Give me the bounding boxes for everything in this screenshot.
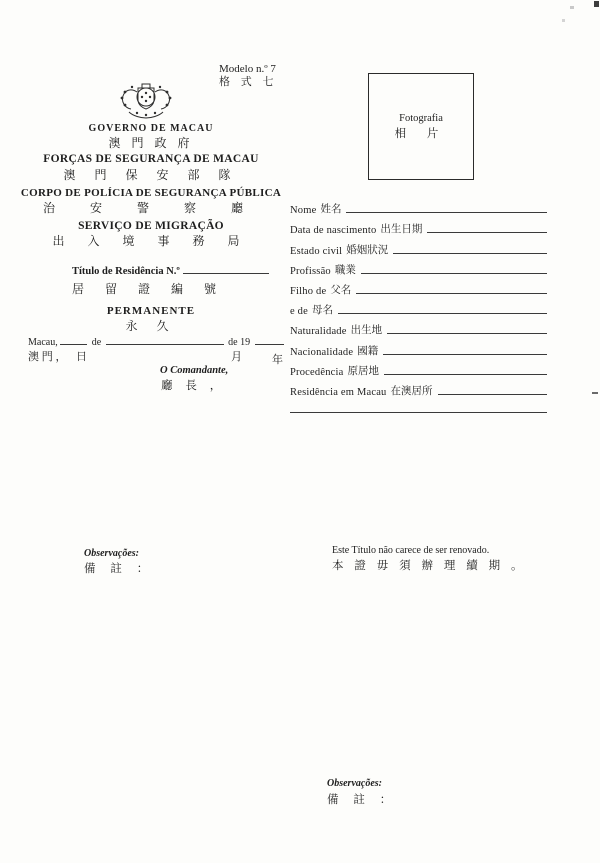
scan-artifact xyxy=(592,392,598,394)
date-de-label: de xyxy=(91,337,102,348)
field-label-pt: Filho de xyxy=(290,285,327,297)
field-blank-line xyxy=(393,253,547,254)
coat-of-arms-icon xyxy=(117,82,175,124)
scan-artifact xyxy=(562,19,565,22)
date-place-label: Macau, xyxy=(28,337,58,348)
field-row-data-de-nascimento xyxy=(290,216,547,236)
observations-left-label-zh: 備 註 ： xyxy=(84,563,155,575)
form-model-number-zh: 格 式 七 xyxy=(219,76,278,88)
field-label-pt: Data de nascimento xyxy=(290,225,377,237)
field-label-pt: Residência em Macau xyxy=(290,386,387,398)
date-year-blank-line xyxy=(255,335,284,345)
field-row-profissao xyxy=(290,257,547,277)
residence-title-number-label-zh: 居 留 證 編 號 xyxy=(72,282,226,296)
photo-box xyxy=(368,73,474,180)
residence-title-number-blank-line xyxy=(183,264,269,274)
date-month-blank-line xyxy=(106,335,224,345)
field-blank-line xyxy=(356,293,547,294)
security-forces-title-zh: 澳 門 保 安 部 隊 xyxy=(63,168,239,182)
commander-signature-label-pt: O Comandante, xyxy=(160,365,229,376)
photo-label-zh: 相 片 xyxy=(394,127,448,140)
field-label-zh: 婚姻狀況 xyxy=(346,244,389,256)
field-label-pt: Estado civil xyxy=(290,245,343,257)
observations-bottom-label-pt: Observações: xyxy=(327,778,382,789)
field-label-zh: 原居地 xyxy=(347,365,380,377)
field-row-naturalidade xyxy=(290,317,547,337)
field-label-zh: 職業 xyxy=(334,264,356,276)
observations-left-label-pt: Observações: xyxy=(84,548,139,559)
field-label-zh: 出生日期 xyxy=(380,224,423,236)
field-row-nome xyxy=(290,196,547,216)
field-label-zh: 父名 xyxy=(330,284,352,296)
field-label-pt: e de xyxy=(290,306,308,318)
field-blank-line xyxy=(387,333,547,334)
scan-artifact xyxy=(570,6,574,9)
field-row-nacionalidade xyxy=(290,337,547,357)
date-line-pt xyxy=(28,335,284,348)
personal-data-fields xyxy=(290,196,547,398)
field-label-pt: Nacionalidade xyxy=(290,346,354,358)
field-label-zh: 姓名 xyxy=(320,204,342,216)
security-forces-title-pt: FORÇAS DE SEGURANÇA DE MACAU xyxy=(43,153,259,165)
observations-bottom-label-zh: 備 註 ： xyxy=(327,794,398,806)
date-month-label-zh: 月 xyxy=(231,351,242,363)
government-title-zh: 澳 門 政 府 xyxy=(108,136,194,150)
field-row-estado-civil xyxy=(290,236,547,256)
field-label-pt: Naturalidade xyxy=(290,326,347,338)
date-year-label-zh: 年 xyxy=(272,354,283,366)
extra-blank-line xyxy=(290,412,547,413)
field-label-zh: 國籍 xyxy=(357,345,379,357)
police-corps-title-pt: CORPO DE POLÍCIA DE SEGURANÇA PÚBLICA xyxy=(20,187,282,199)
field-blank-line xyxy=(383,354,547,355)
field-blank-line xyxy=(384,374,547,375)
residence-title-number-label-pt: Título de Residência N.º xyxy=(72,266,180,277)
field-blank-line xyxy=(338,313,547,314)
field-blank-line xyxy=(438,394,547,395)
form-model-number xyxy=(219,63,278,89)
government-title-pt: GOVERNO DE MACAU xyxy=(88,123,214,134)
renewal-note-zh: 本 證 毋 須 辦 理 續 期 。 xyxy=(332,560,527,572)
field-label-zh: 出生地 xyxy=(350,325,383,337)
date-day-blank-line xyxy=(60,335,87,345)
field-label-zh: 母名 xyxy=(312,305,333,317)
date-place-label-zh: 澳 門 ， xyxy=(28,351,67,363)
field-blank-line xyxy=(346,212,547,213)
migration-service-title-zh: 出 入 境 事 務 局 xyxy=(52,234,250,248)
date-de19-label: de 19 xyxy=(228,337,251,348)
field-label-pt: Procedência xyxy=(290,366,344,378)
scan-artifact xyxy=(594,1,599,7)
field-label-pt: Nome xyxy=(290,205,317,217)
form-model-number-pt: Modelo n.º 7 xyxy=(219,63,276,75)
police-corps-title-zh: 治 安 警 察 廳 xyxy=(42,201,259,215)
migration-service-title-pt: SERVIÇO DE MIGRAÇÃO xyxy=(78,220,224,232)
permanent-label-pt: PERMANENTE xyxy=(106,305,196,317)
field-label-pt: Profissão xyxy=(290,265,331,277)
field-row-filho-de xyxy=(290,277,547,297)
residence-title-number-row xyxy=(72,264,269,277)
field-blank-line xyxy=(427,232,547,233)
permanent-label-zh: 永 久 xyxy=(125,319,177,333)
renewal-note-pt: Este Título não carece de ser renovado. xyxy=(332,545,490,556)
date-day-label-zh: 日 xyxy=(76,351,87,363)
field-row-residencia-em-macau xyxy=(290,378,547,398)
field-row-procedencia xyxy=(290,358,547,378)
field-row-e-de xyxy=(290,297,547,317)
commander-signature-label-zh: 廳 長 ， xyxy=(161,380,227,392)
field-label-zh: 在澳居所 xyxy=(390,385,433,397)
field-blank-line xyxy=(361,273,547,274)
photo-label-pt: Fotografia xyxy=(399,112,443,124)
